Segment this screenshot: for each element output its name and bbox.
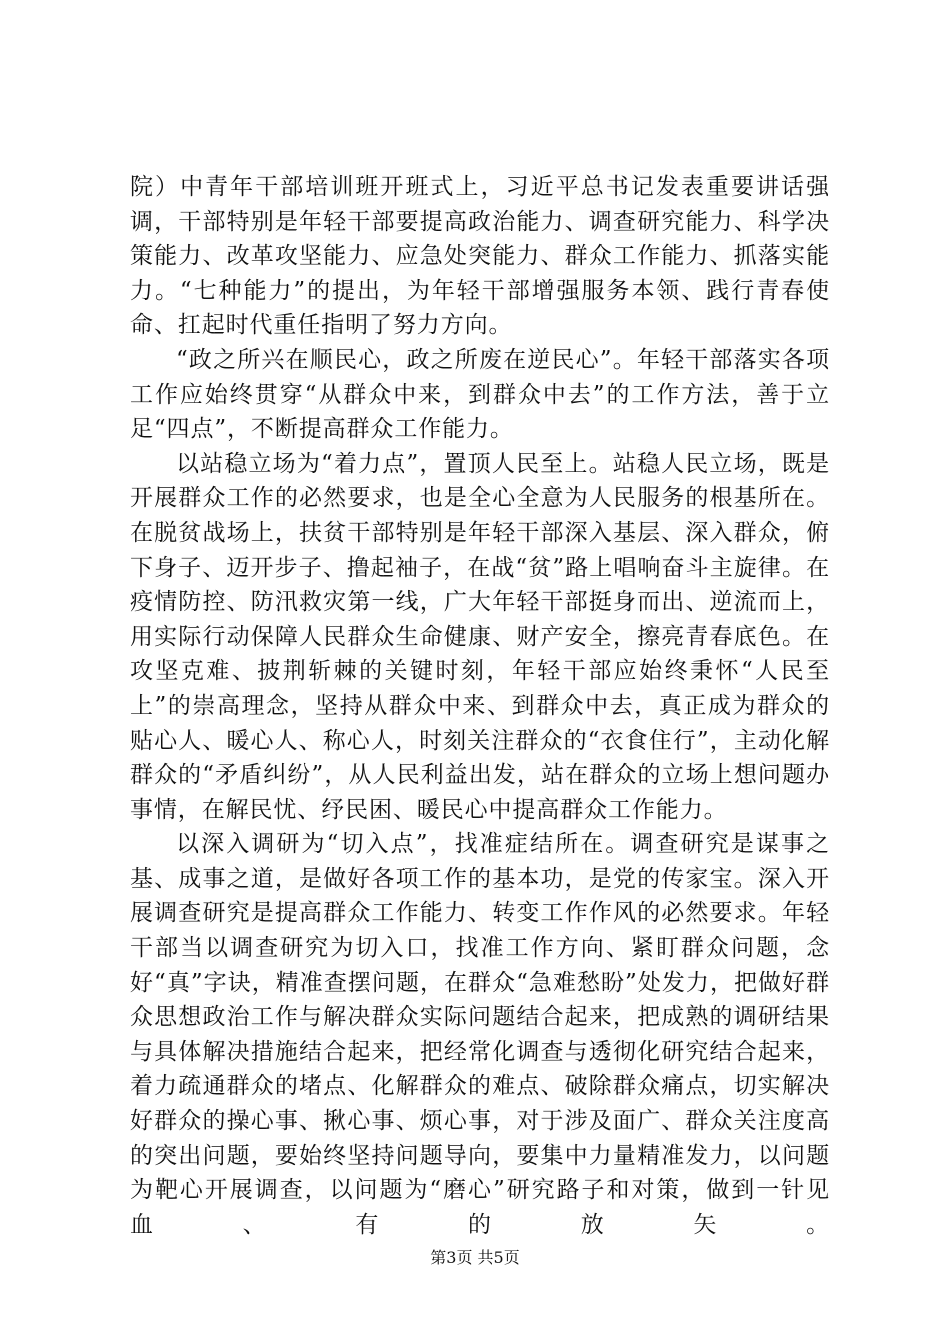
paragraph-2: “政之所兴在顺民心，政之所废在逆民心”。年轻干部落实各项工作应始终贯穿“从群众中来，到群众中去”的工作方法，善于立足“四点”，不断提高群众工作能力。 (130, 346, 830, 443)
document-body (130, 170, 830, 1242)
paragraph-3: 以站稳立场为“着力点”，置顶人民至上。站稳人民立场，既是开展群众工作的必然要求，也是全心全意为人民服务的根基所在。在脱贫战场上，扶贫干部特别是年轻干部深入基层、深入群众，俯下身子、迈开步子、撸起袖子，在战“贫”路上唱响奋斗主旋律。在疫情防控、防汛救灾第一线，广大年轻干部挺身而出、逆流而上，用实际行动保障人民群众生命健康、财产安全，擦亮青春底色。在攻坚克难、披荆斩棘的关键时刻，年轻干部应始终秉怀“人民至上”的崇高理念，坚持从群众中来、到群众中去，真正成为群众的贴心人、暖心人、称心人，时刻关注群众的“衣食住行”，主动化解群众的“矛盾纠纷”，从人民利益出发，站在群众的立场上想问题办事情，在解民忧、纾民困、暖民心中提高群众工作能力。 (130, 450, 830, 823)
paragraph-4: 以深入调研为“切入点”，找准症结所在。调查研究是谋事之基、成事之道，是做好各项工作的基本功，是党的传家宝。深入开展调查研究是提高群众工作能力、转变工作作风的必然要求。年轻干部当以调查研究为切入口，找准工作方向、紧盯群众问题，念好“真”字诀，精准查摆问题，在群众“急难愁盼”处发力，把做好群众思想政治工作与解决群众实际问题结合起来，把成熟的调研结果与具体解决措施结合起来，把经常化调查与透彻化研究结合起来，着力疏通群众的堵点、化解群众的难点、破除群众痛点，切实解决好群众的操心事、揪心事、烦心事，对于涉及面广、群众关注度高的突出问题，要始终坚持问题导向，要集中力量精准发力，以问题为靶心开展调查，以问题为“磨心”研究路子和对策，做到一针见血、有的放矢。 (130, 831, 830, 1238)
page-number-footer: 第3页 共5页 (430, 1248, 520, 1267)
paragraph-1: 院）中青年干部培训班开班式上，习近平总书记发表重要讲话强调，干部特别是年轻干部要提高政治能力、调查研究能力、科学决策能力、改革攻坚能力、应急处突能力、群众工作能力、抓落实能力。“七种能力”的提出，为年轻干部增强服务本领、践行青春使命、扛起时代重任指明了努力方向。 (130, 174, 830, 339)
